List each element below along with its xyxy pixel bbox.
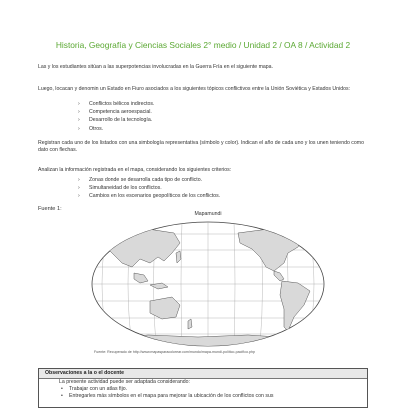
paragraph-register: Registran cada uno de los listados con una simbología representativa (símbolo y color). Indican el año de cada uno y los unen teniendo como dato con flechas. — [38, 140, 364, 154]
observations-intro: La presente actividad puede ser adaptada considerando: — [59, 379, 190, 385]
observations-heading: Observaciones a la o el docente — [39, 369, 367, 379]
list-item: › Zonas donde se desarrolla cada tipo de conflicto. — [78, 176, 220, 184]
map-source-caption: Fuente: Recuperado de http://www.mapasparacolorear.com/mundo/mapa-mundi-político-pacífico.php — [94, 350, 256, 354]
list-item: › Competencia aeroespacial. — [78, 108, 154, 116]
paragraph-intro: Las y los estudiantes sitúan a las superpotencias involucradas en la Guerra Fría en el siguiente mapa. — [38, 64, 274, 70]
map-title: Mapamundi — [194, 211, 222, 217]
document-title: Historia, Geografía y Ciencias Sociales 2° medio / Unidad 2 / OA 8 / Actividad 2 — [55, 40, 351, 50]
list-item: › Simultaneidad de los conflictos. — [78, 184, 220, 192]
list-item: • Entregarles más símbolos en el mapa para mejorar la ubicación de los conflictos con sus — [59, 393, 347, 400]
list-item: › Desarrollo de la tecnología. — [78, 116, 154, 124]
paragraph-instructions: Luego, locacan y denomin un Estado en Fiuro asociados a los siguientes tópicos conflictivos entre la Unión Soviética y Estados Unidos: — [38, 86, 351, 92]
observations-body — [39, 379, 367, 400]
list-item: › Cambios en los escenarios geopolíticos de los conflictos. — [78, 192, 220, 200]
paragraph-analyze: Analizan la información registrada en el mapa, considerando los siguientes criterios: — [38, 167, 232, 173]
topics-list — [78, 100, 154, 133]
criteria-list — [78, 176, 220, 201]
teacher-observations-box — [38, 368, 368, 408]
list-item: › Conflictos bélicos indirectos. — [78, 100, 154, 108]
list-item: › Otros. — [78, 125, 154, 133]
world-map-image — [88, 217, 328, 351]
world-map-figure — [88, 211, 328, 351]
source-label: Fuente 1: — [38, 206, 62, 212]
list-item: • Trabajar con un atlas fijo. — [59, 386, 347, 393]
